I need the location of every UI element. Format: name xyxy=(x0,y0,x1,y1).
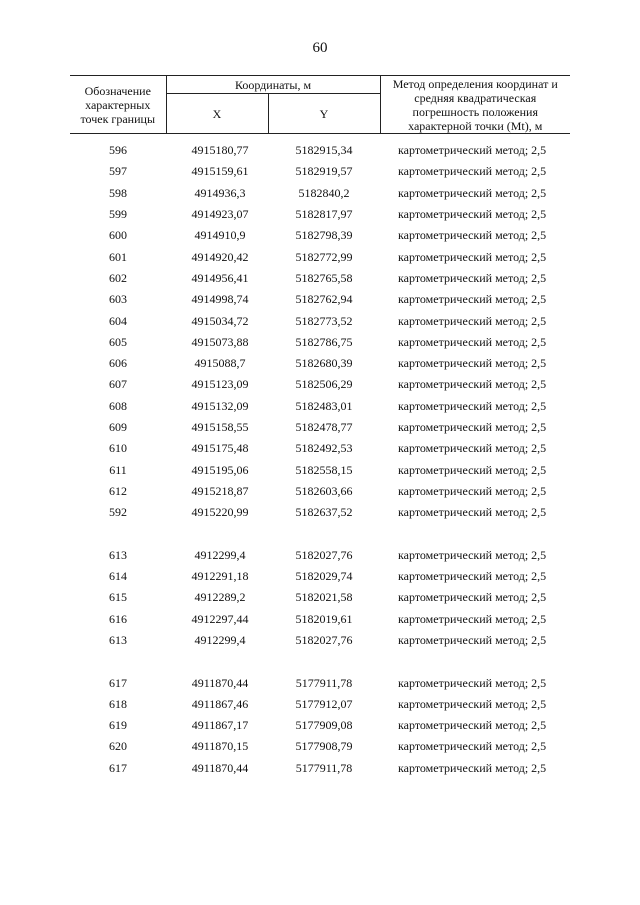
header-coordinates: Координаты, м xyxy=(166,76,380,94)
table-row xyxy=(70,310,570,331)
x-coordinate-cell: 4911867,17 xyxy=(191,718,249,733)
x-coordinate-cell: 4915158,55 xyxy=(191,420,249,434)
y-coordinate-cell: 5182492,53 xyxy=(295,441,353,456)
point-cell: 600 xyxy=(109,228,127,243)
table-row xyxy=(70,459,570,480)
y-coordinate-cell: 5182798,39 xyxy=(295,228,353,243)
x-coordinate-cell: 4911870,44 xyxy=(191,675,249,690)
table-row xyxy=(70,332,570,353)
method-cell: картометрический метод; 2,5 xyxy=(398,292,547,307)
x-coordinate-cell: 4915218,87 xyxy=(191,483,249,498)
point-cell: 608 xyxy=(109,398,127,413)
y-coordinate-cell: 5182506,29 xyxy=(295,377,353,392)
table-row xyxy=(70,672,570,693)
group-separator xyxy=(70,651,570,672)
method-cell: картометрический метод; 2,5 xyxy=(398,228,547,243)
y-coordinate-cell: 5177908,79 xyxy=(295,739,353,754)
method-cell: картометрический метод; 2,5 xyxy=(398,462,547,477)
method-cell: картометрический метод; 2,5 xyxy=(398,760,547,775)
point-cell: 599 xyxy=(109,207,127,222)
y-coordinate-cell: 5182773,52 xyxy=(295,313,353,328)
x-coordinate-cell: 4915220,99 xyxy=(191,505,249,520)
x-coordinate-cell: 4911870,15 xyxy=(191,739,249,754)
method-cell: картометрический метод; 2,5 xyxy=(398,718,547,733)
y-coordinate-cell: 5182817,97 xyxy=(295,207,353,222)
table-row xyxy=(70,609,570,630)
x-coordinate-cell: 4915180,77 xyxy=(191,143,249,158)
table-row xyxy=(70,396,570,417)
point-cell: 619 xyxy=(109,718,127,733)
point-cell: 620 xyxy=(109,739,127,754)
method-cell: картометрический метод; 2,5 xyxy=(398,441,547,456)
x-coordinate-cell: 4912299,4 xyxy=(194,632,246,647)
x-coordinate-cell: 4915088,7 xyxy=(194,356,246,371)
table-row xyxy=(70,438,570,459)
point-cell: 603 xyxy=(109,292,127,307)
method-cell: картометрический метод; 2,5 xyxy=(398,590,547,605)
point-cell: 615 xyxy=(109,590,127,605)
table-row xyxy=(70,694,570,715)
point-cell: 611 xyxy=(109,462,127,477)
page-number: 60 xyxy=(312,40,328,56)
x-coordinate-cell: 4915123,09 xyxy=(191,377,249,392)
table-row xyxy=(70,183,570,204)
method-cell: картометрический метод; 2,5 xyxy=(398,334,547,349)
method-cell: картометрический метод; 2,5 xyxy=(398,185,547,200)
method-cell: картометрический метод; 2,5 xyxy=(398,249,547,264)
y-coordinate-cell: 5182765,58 xyxy=(295,270,353,285)
point-cell: 614 xyxy=(109,569,127,584)
table-row xyxy=(70,289,570,310)
point-cell: 617 xyxy=(109,760,127,775)
y-coordinate-cell: 5182603,66 xyxy=(295,483,353,498)
header-x: X xyxy=(166,94,268,134)
method-cell: картометрический метод; 2,5 xyxy=(398,207,547,222)
header-method: Метод определения координат и средняя квадратическая погрешность положения характерной точки (Mt), м xyxy=(380,76,570,134)
table-row xyxy=(70,566,570,587)
boundary-points-table xyxy=(70,75,570,779)
x-coordinate-cell: 4915195,06 xyxy=(191,462,249,477)
table-row xyxy=(70,758,570,779)
table-row xyxy=(70,630,570,651)
method-cell: картометрический метод; 2,5 xyxy=(398,420,547,434)
group-separator xyxy=(70,523,570,544)
method-cell: картометрический метод; 2,5 xyxy=(398,143,547,158)
table-row xyxy=(70,225,570,246)
y-coordinate-cell: 5182027,76 xyxy=(295,547,353,562)
table-row xyxy=(70,545,570,566)
y-coordinate-cell: 5177912,07 xyxy=(295,696,353,711)
x-coordinate-cell: 4915132,09 xyxy=(191,398,249,413)
table-body xyxy=(70,134,570,779)
point-cell: 613 xyxy=(109,547,127,562)
method-cell: картометрический метод; 2,5 xyxy=(398,632,547,647)
table-row xyxy=(70,374,570,395)
header-designation: Обозначение характерных точек границы xyxy=(70,76,166,134)
method-cell: картометрический метод; 2,5 xyxy=(398,505,547,520)
method-cell: картометрический метод; 2,5 xyxy=(398,483,547,498)
point-cell: 612 xyxy=(109,483,127,498)
x-coordinate-cell: 4911870,44 xyxy=(191,760,249,775)
table-row xyxy=(70,502,570,523)
y-coordinate-cell: 5182919,57 xyxy=(295,164,353,179)
y-coordinate-cell: 5182558,15 xyxy=(295,462,353,477)
table-row xyxy=(70,246,570,267)
y-coordinate-cell: 5182019,61 xyxy=(295,611,353,626)
method-cell: картометрический метод; 2,5 xyxy=(398,377,547,392)
y-coordinate-cell: 5182637,52 xyxy=(295,505,353,520)
point-cell: 592 xyxy=(109,505,127,520)
point-cell: 604 xyxy=(109,313,127,328)
table-row xyxy=(70,268,570,289)
x-coordinate-cell: 4914998,74 xyxy=(191,292,249,307)
x-coordinate-cell: 4915159,61 xyxy=(191,164,249,179)
table-row xyxy=(70,161,570,182)
method-cell: картометрический метод; 2,5 xyxy=(398,696,547,711)
y-coordinate-cell: 5182915,34 xyxy=(295,143,353,158)
header-y: Y xyxy=(268,94,380,134)
point-cell: 613 xyxy=(109,632,127,647)
x-coordinate-cell: 4914920,42 xyxy=(191,249,249,264)
point-cell: 618 xyxy=(109,696,127,711)
method-cell: картометрический метод; 2,5 xyxy=(398,547,547,562)
table-row xyxy=(70,140,570,161)
x-coordinate-cell: 4911867,46 xyxy=(191,696,249,711)
point-cell: 610 xyxy=(109,441,127,456)
y-coordinate-cell: 5182029,74 xyxy=(295,569,353,584)
point-cell: 609 xyxy=(109,420,127,434)
point-cell: 607 xyxy=(109,377,127,392)
x-coordinate-cell: 4912289,2 xyxy=(194,590,246,605)
table-row xyxy=(70,587,570,608)
method-cell: картометрический метод; 2,5 xyxy=(398,569,547,584)
x-coordinate-cell: 4912297,44 xyxy=(191,611,249,626)
y-coordinate-cell: 5182478,77 xyxy=(295,420,353,434)
table-row xyxy=(70,417,570,438)
method-cell: картометрический метод; 2,5 xyxy=(398,356,547,371)
x-coordinate-cell: 4914936,3 xyxy=(194,185,246,200)
point-cell: 602 xyxy=(109,270,127,285)
table-header xyxy=(70,76,570,134)
method-cell: картометрический метод; 2,5 xyxy=(398,270,547,285)
method-cell: картометрический метод; 2,5 xyxy=(398,164,547,179)
point-cell: 617 xyxy=(109,675,127,690)
table-row xyxy=(70,736,570,757)
y-coordinate-cell: 5182786,75 xyxy=(295,334,353,349)
y-coordinate-cell: 5182772,99 xyxy=(295,249,353,264)
method-cell: картометрический метод; 2,5 xyxy=(398,398,547,413)
y-coordinate-cell: 5182840,2 xyxy=(298,185,350,200)
x-coordinate-cell: 4914956,41 xyxy=(191,270,249,285)
x-coordinate-cell: 4915073,88 xyxy=(191,334,249,349)
x-coordinate-cell: 4914923,07 xyxy=(191,207,249,222)
point-cell: 605 xyxy=(109,334,127,349)
point-cell: 598 xyxy=(109,185,127,200)
y-coordinate-cell: 5182762,94 xyxy=(295,292,353,307)
y-coordinate-cell: 5177909,08 xyxy=(295,718,353,733)
method-cell: картометрический метод; 2,5 xyxy=(398,675,547,690)
table-row xyxy=(70,204,570,225)
table-row xyxy=(70,715,570,736)
x-coordinate-cell: 4915034,72 xyxy=(191,313,249,328)
method-cell: картометрический метод; 2,5 xyxy=(398,611,547,626)
point-cell: 606 xyxy=(109,356,127,371)
x-coordinate-cell: 4912299,4 xyxy=(194,547,246,562)
point-cell: 601 xyxy=(109,249,127,264)
y-coordinate-cell: 5182483,01 xyxy=(295,398,353,413)
method-cell: картометрический метод; 2,5 xyxy=(398,739,547,754)
point-cell: 596 xyxy=(109,143,127,158)
method-cell: картометрический метод; 2,5 xyxy=(398,313,547,328)
point-cell: 616 xyxy=(109,611,127,626)
y-coordinate-cell: 5182021,58 xyxy=(295,590,353,605)
x-coordinate-cell: 4914910,9 xyxy=(194,228,246,243)
table-row xyxy=(70,481,570,502)
point-cell: 597 xyxy=(109,164,127,179)
x-coordinate-cell: 4912291,18 xyxy=(191,569,249,584)
y-coordinate-cell: 5182680,39 xyxy=(295,356,353,371)
y-coordinate-cell: 5182027,76 xyxy=(295,632,353,647)
y-coordinate-cell: 5177911,78 xyxy=(295,675,353,690)
table-row xyxy=(70,353,570,374)
x-coordinate-cell: 4915175,48 xyxy=(191,441,249,456)
y-coordinate-cell: 5177911,78 xyxy=(295,760,353,775)
